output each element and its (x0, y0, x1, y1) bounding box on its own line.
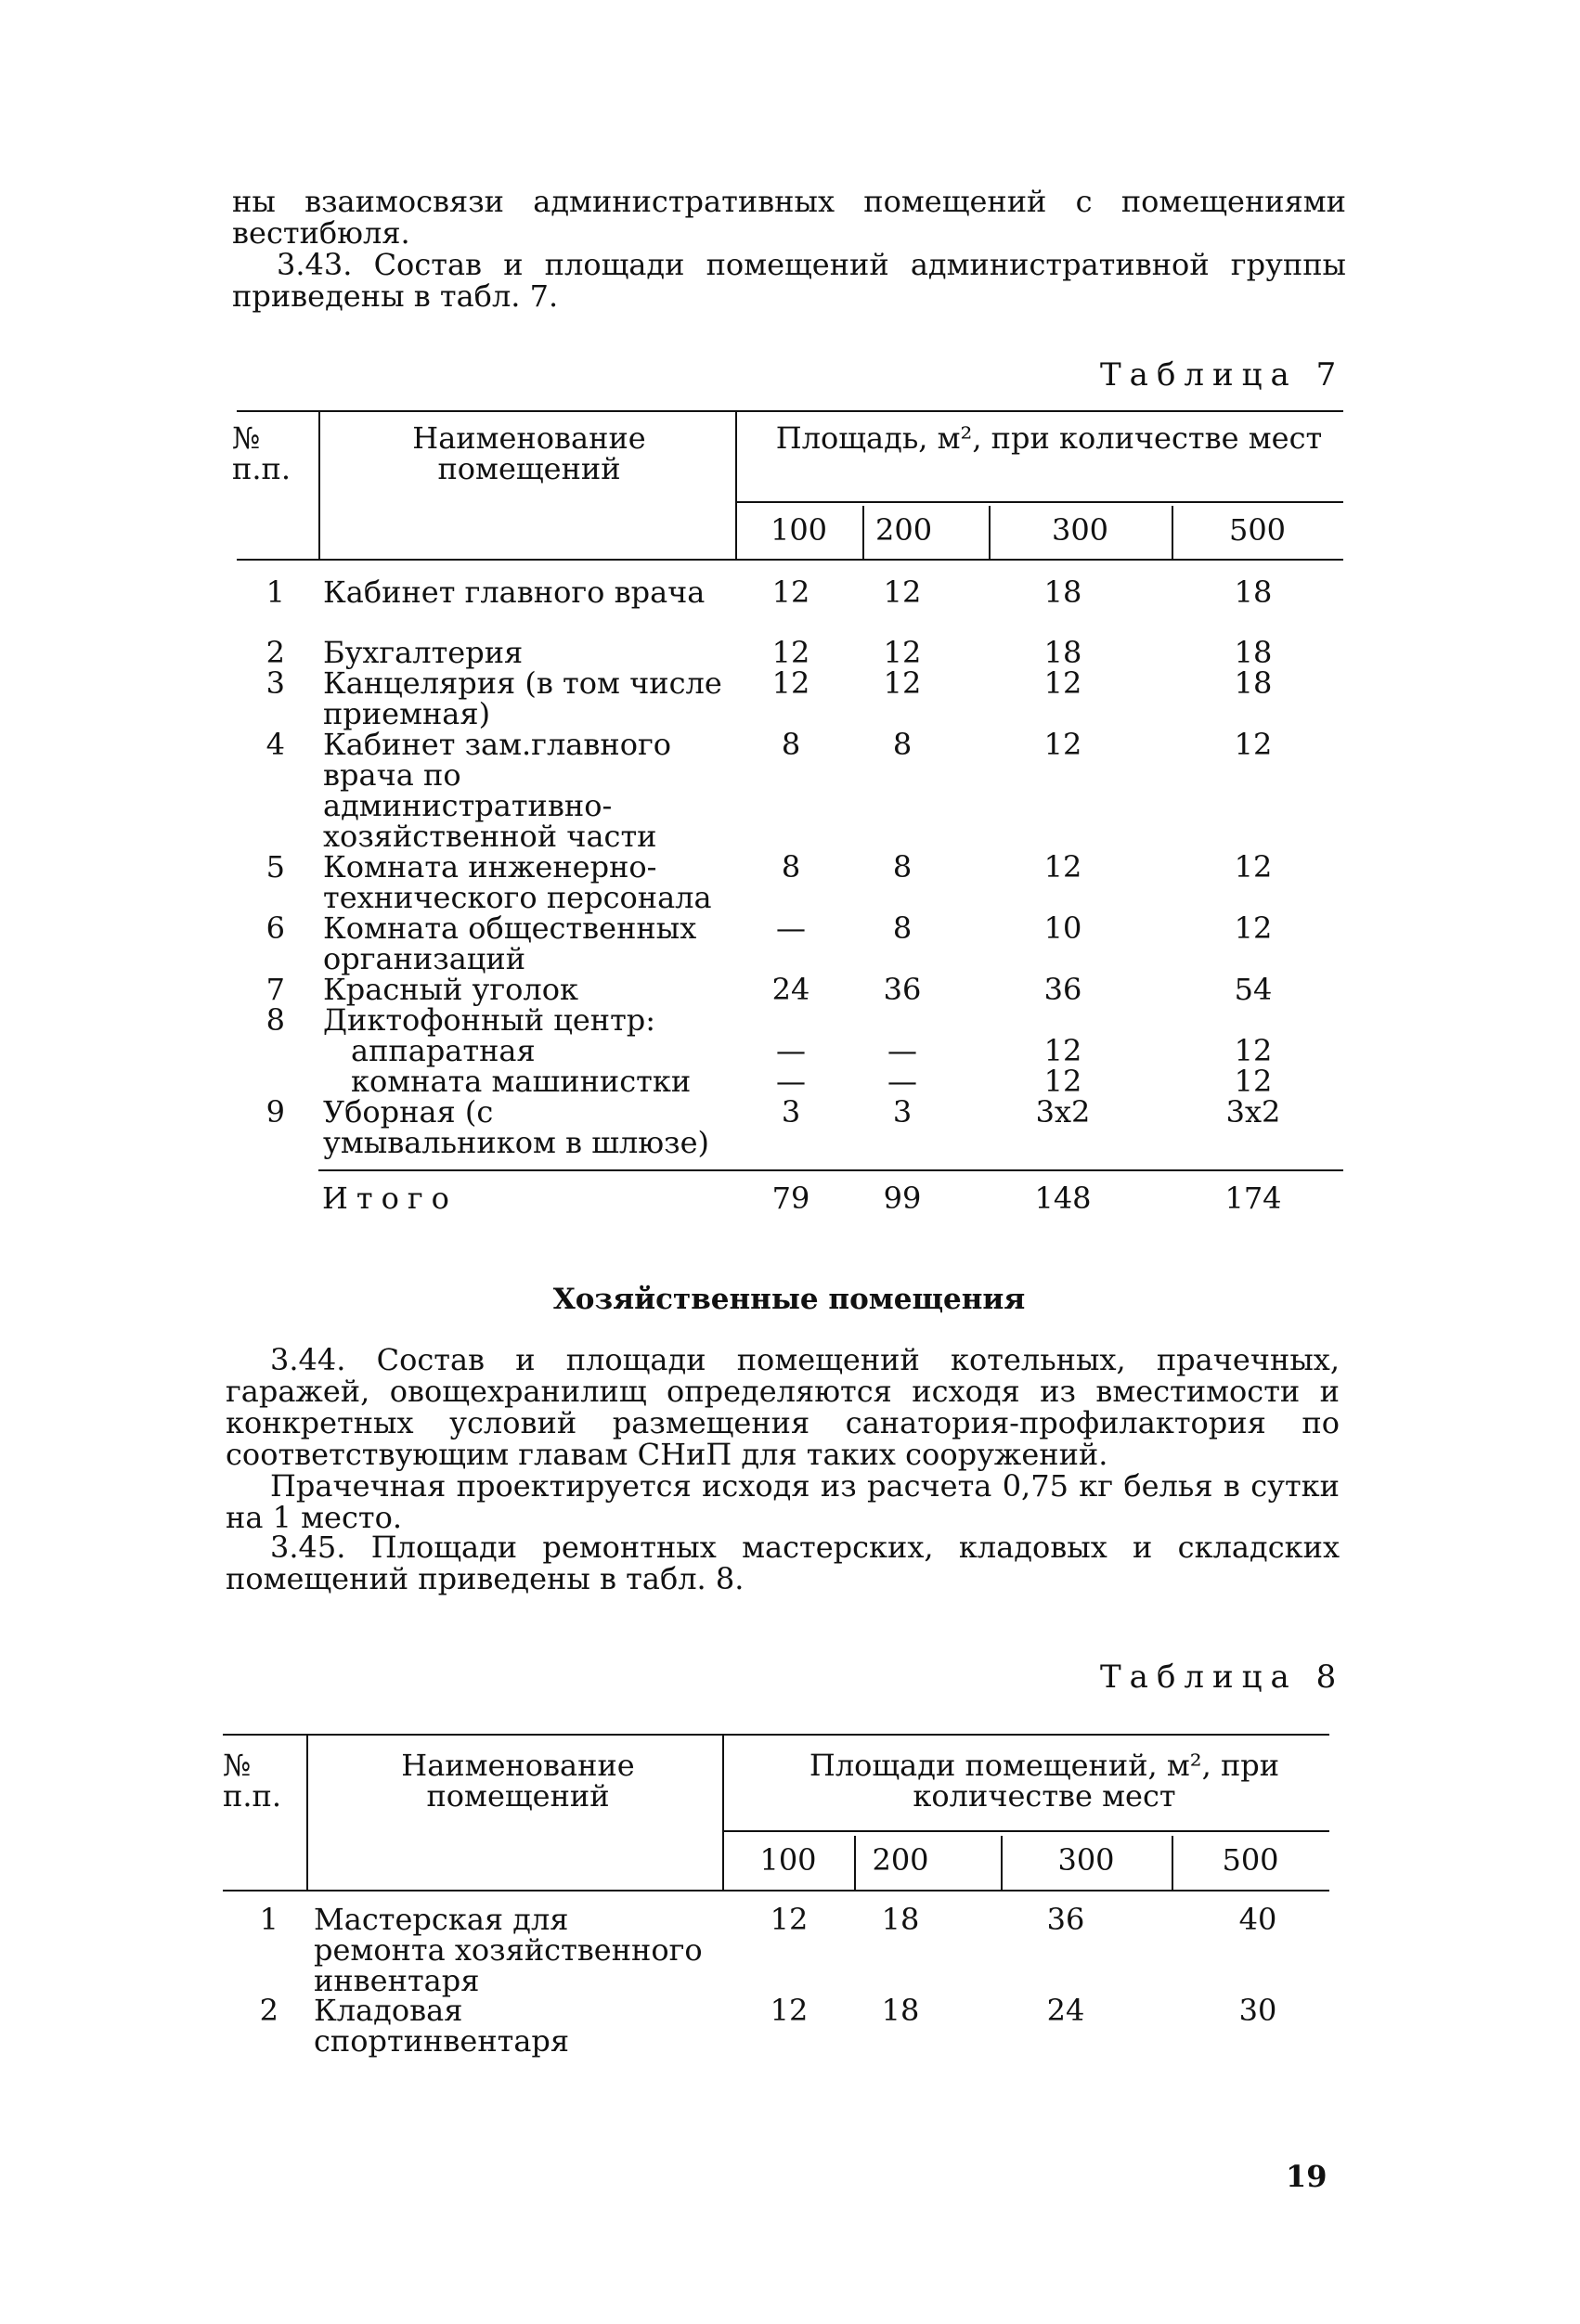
table-7-total-200: 99 (883, 1181, 922, 1216)
table-cell-value: 12 (1234, 1064, 1273, 1099)
table-row-number: 8 (265, 1002, 285, 1038)
table-cell-value: 12 (883, 635, 922, 670)
table-row-name: аппаратная (351, 1033, 536, 1068)
table-row-name: Бухгалтерия (323, 635, 524, 670)
table-cell-value: 12 (771, 635, 810, 670)
table-row-number: 2 (259, 1993, 278, 2028)
table-8-col-300: 300 (1057, 1842, 1115, 1878)
table-7-title: Таблица 7 (1100, 356, 1345, 394)
table-row-number: 1 (259, 1902, 278, 1937)
table-cell-value: 30 (1238, 1993, 1277, 2028)
table-row-name: Мастерская для ремонта хозяйственного инвентаря (314, 1902, 703, 1998)
table-cell-value: 40 (1238, 1902, 1277, 1937)
table-row-name: Комната общественных организаций (323, 910, 697, 976)
table-row-name: комната машинистки (351, 1064, 692, 1099)
table-7-total-label: Итого (322, 1181, 458, 1216)
table-cell-value: 36 (883, 972, 922, 1007)
table-row-name: Кабинет зам.главного врача по административно-хозяйственной части (323, 727, 671, 854)
table-cell-value: 12 (1043, 665, 1082, 701)
table-cell-value: 18 (881, 1902, 920, 1937)
paragraph-3-43: 3.43. Состав и площади помещений административной группы приведены в табл. 7. (232, 247, 1346, 314)
table-7-header-num: № п.п. (232, 420, 291, 486)
table-cell-value: 12 (1234, 1033, 1273, 1068)
table-8-col-100: 100 (759, 1842, 817, 1878)
table-cell-value: — (887, 1033, 917, 1068)
table-cell-value: 12 (770, 1902, 809, 1937)
table-cell-value: 8 (892, 910, 913, 946)
table-7-col-100: 100 (770, 512, 828, 548)
table-cell-value: 18 (1234, 665, 1273, 701)
table-cell-value: 3х2 (1035, 1094, 1091, 1130)
table-cell-value: 12 (883, 575, 922, 610)
table-7-total-300: 148 (1034, 1181, 1092, 1216)
paragraph-3-44: 3.44. Состав и площади помещений котельных, прачечных, гаражей, овощехранилищ определяются исходя из вместимости и конкретных условий размещения санатория-профилактория по соответствующим главам СНиП для таких сооружений. (226, 1342, 1340, 1472)
table-cell-value: 8 (781, 849, 801, 884)
table-cell-value: 24 (771, 972, 810, 1007)
table-cell-value: 18 (881, 1993, 920, 2028)
table-row-number: 1 (265, 575, 285, 610)
table-row-name: Красный уголок (323, 972, 578, 1007)
table-cell-value: — (776, 1033, 806, 1068)
table-row-name: Комната инженерно-технического персонала (323, 849, 712, 915)
table-row-number: 4 (265, 727, 285, 762)
table-cell-value: 18 (1043, 635, 1082, 670)
table-7-col-200: 200 (875, 512, 933, 548)
table-cell-value: 3х2 (1225, 1094, 1281, 1130)
table-cell-value: 12 (1234, 910, 1273, 946)
intro-paragraph: ны взаимосвязи административных помещений с помещениями вестибюля. (232, 184, 1346, 251)
table-cell-value: — (887, 1064, 917, 1099)
section-heading: Хозяйственные помещения (552, 1283, 1026, 1316)
table-cell-value: 18 (1234, 575, 1273, 610)
table-cell-value: 12 (1043, 1064, 1082, 1099)
table-row-name: Кабинет главного врача (323, 575, 706, 610)
table-row-name: Кладовая спортинвентаря (314, 1993, 570, 2059)
table-row-name: Уборная (с умывальником в шлюзе) (323, 1094, 710, 1160)
table-cell-value: 12 (1043, 727, 1082, 762)
table-cell-value: 8 (892, 849, 913, 884)
page-number: 19 (1286, 2159, 1327, 2194)
table-8-header-num: № п.п. (223, 1748, 281, 1814)
table-row-number: 3 (265, 665, 285, 701)
table-8-header-area: Площади помещений, м², при количестве мест (809, 1748, 1280, 1814)
table-row-number: 6 (265, 910, 285, 946)
table-cell-value: 8 (781, 727, 801, 762)
table-cell-value: 10 (1043, 910, 1082, 946)
table-8-header-name: Наименование помещений (401, 1748, 635, 1814)
table-7-total-500: 174 (1224, 1181, 1282, 1216)
table-7-col-300: 300 (1051, 512, 1109, 548)
table-7-col-500: 500 (1228, 512, 1287, 548)
table-row-number: 7 (265, 972, 285, 1007)
table-cell-value: 36 (1046, 1902, 1085, 1937)
table-cell-value: 18 (1234, 635, 1273, 670)
table-8-title: Таблица 8 (1100, 1659, 1345, 1696)
table-row-number: 2 (265, 635, 285, 670)
table-8-col-500: 500 (1222, 1842, 1279, 1878)
table-cell-value: 18 (1043, 575, 1082, 610)
table-cell-value: 3 (892, 1094, 913, 1130)
table-cell-value: — (776, 910, 806, 946)
table-cell-value: 12 (1043, 849, 1082, 884)
table-cell-value: 12 (771, 665, 810, 701)
table-8-col-200: 200 (872, 1842, 929, 1878)
table-cell-value: 12 (1234, 849, 1273, 884)
paragraph-3-45: 3.45. Площади ремонтных мастерских, кладовых и складских помещений приведены в табл. 8. (226, 1530, 1340, 1596)
table-cell-value: 12 (1043, 1033, 1082, 1068)
table-cell-value: — (776, 1064, 806, 1099)
table-cell-value: 24 (1046, 1993, 1085, 2028)
table-cell-value: 8 (892, 727, 913, 762)
table-cell-value: 12 (883, 665, 922, 701)
table-row-name: Канцелярия (в том числе приемная) (323, 665, 722, 731)
table-cell-value: 12 (771, 575, 810, 610)
table-cell-value: 54 (1234, 972, 1273, 1007)
table-cell-value: 3 (781, 1094, 801, 1130)
table-cell-value: 12 (1234, 727, 1273, 762)
table-7-header-area: Площадь, м², при количестве мест (775, 420, 1323, 456)
table-cell-value: 36 (1043, 972, 1082, 1007)
table-7-total-100: 79 (771, 1181, 810, 1216)
table-row-number: 9 (265, 1094, 285, 1130)
table-cell-value: 12 (770, 1993, 809, 2028)
table-7-header-name: Наименование помещений (412, 420, 646, 486)
table-row-name: Диктофонный центр: (323, 1002, 656, 1038)
table-row-number: 5 (265, 849, 285, 884)
paragraph-laundry: Прачечная проектируется исходя из расчета 0,75 кг белья в сутки на 1 место. (226, 1468, 1340, 1535)
